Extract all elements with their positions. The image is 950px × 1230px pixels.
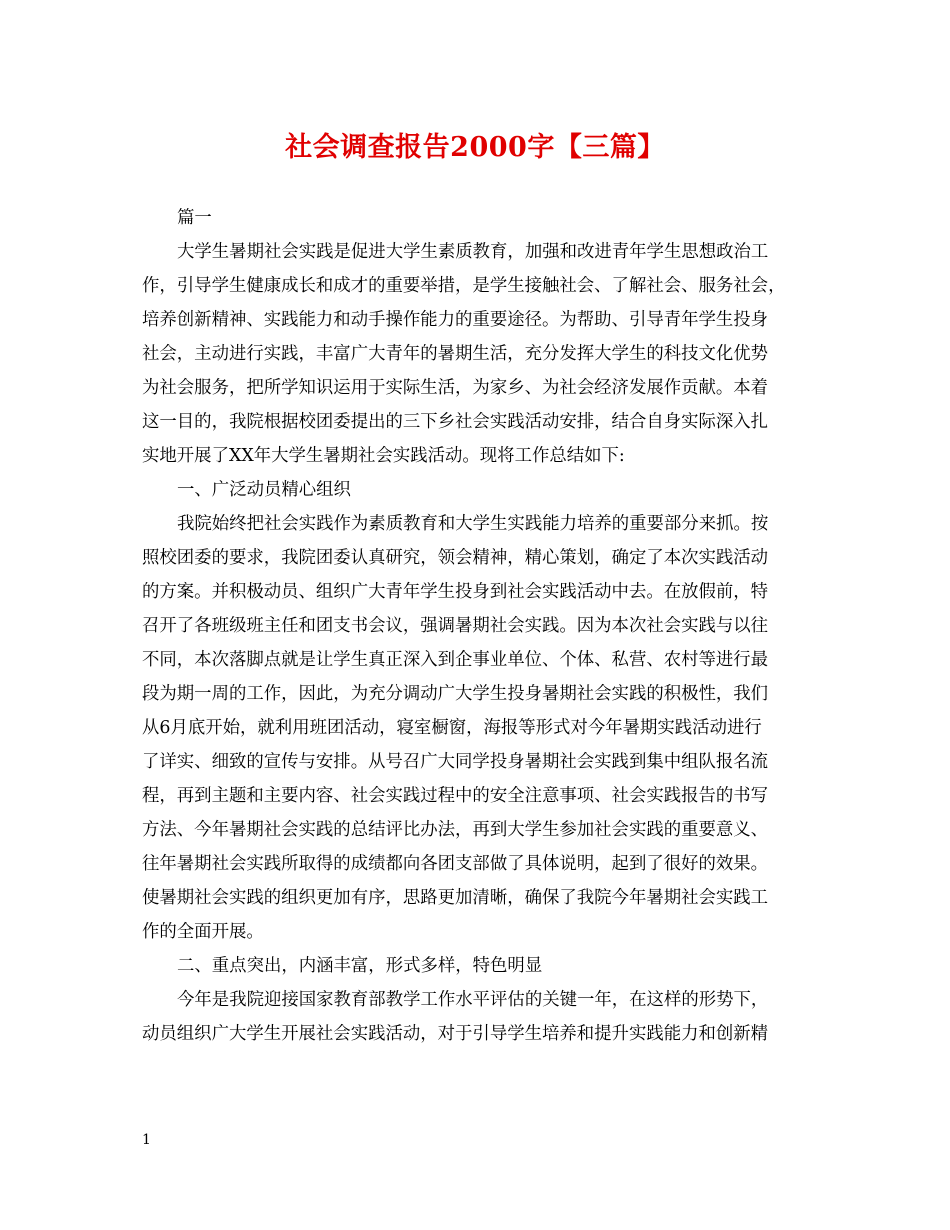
text-line: 往年暑期社会实践所取得的成绩都向各团支部做了具体说明，起到了很好的效果。 <box>142 854 769 874</box>
text-line: 这一目的，我院根据校团委提出的三下乡社会实践活动安排，结合自身实际深入扎 <box>142 412 769 432</box>
text-line: 为社会服务，把所学知识运用于实际生活，为家乡、为社会经济发展作贡献。本着 <box>142 378 769 398</box>
text-line: 作，引导学生健康成长和成才的重要举措，是学生接触社会、了解社会、服务社会， <box>142 276 786 296</box>
text-line: 社会，主动进行实践，丰富广大青年的暑期生活，充分发挥大学生的科技文化优势 <box>142 344 769 364</box>
text-line: 我院始终把社会实践作为素质教育和大学生实践能力培养的重要部分来抓。按 <box>177 514 769 534</box>
text-line: 今年是我院迎接国家教育部教学工作水平评估的关键一年，在这样的形势下， <box>177 990 769 1010</box>
text-line: 方法、今年暑期社会实践的总结评比办法，再到大学生参加社会实践的重要意义、 <box>142 820 769 840</box>
text-line: 使暑期社会实践的组织更加有序，思路更加清晰，确保了我院今年暑期社会实践工 <box>142 888 769 908</box>
text-line: 照校团委的要求，我院团委认真研究，领会精神，精心策划，确定了本次实践活动 <box>142 548 769 568</box>
document-title: 社会调查报告2000字【三篇】 <box>285 132 665 163</box>
text-line: 从6月底开始，就利用班团活动，寝室橱窗，海报等形式对今年暑期实践活动进行 <box>142 718 762 738</box>
text-line: 段为期一周的工作，因此，为充分调动广大学生投身暑期社会实践的积极性，我们 <box>142 684 769 704</box>
document-body <box>142 201 814 1051</box>
text-line: 篇一 <box>177 208 212 228</box>
text-line: 了详实、细致的宣传与安排。从号召广大同学投身暑期社会实践到集中组队报名流 <box>142 752 769 772</box>
text-line: 大学生暑期社会实践是促进大学生素质教育，加强和改进青年学生思想政治工 <box>177 242 769 262</box>
text-line: 培养创新精神、实践能力和动手操作能力的重要途径。为帮助、引导青年学生投身 <box>142 310 769 330</box>
text-line: 二、重点突出，内涵丰富，形式多样，特色明显 <box>177 956 543 976</box>
page-number: 1 <box>142 1132 151 1148</box>
text-line: 程，再到主题和主要内容、社会实践过程中的安全注意事项、社会实践报告的书写 <box>142 786 769 806</box>
text-line: 不同，本次落脚点就是让学生真正深入到企事业单位、个体、私营、农村等进行最 <box>142 650 769 670</box>
text-line: 召开了各班级班主任和团支书会议，强调暑期社会实践。因为本次社会实践与以往 <box>142 616 769 636</box>
text-line: 的方案。并积极动员、组织广大青年学生投身到社会实践活动中去。在放假前，特 <box>142 582 769 602</box>
text-line: 一、广泛动员精心组织 <box>177 480 351 500</box>
text-line: 作的全面开展。 <box>142 922 264 942</box>
text-line: 实地开展了XX年大学生暑期社会实践活动。现将工作总结如下: <box>142 446 625 466</box>
text-line: 动员组织广大学生开展社会实践活动，对于引导学生培养和提升实践能力和创新精 <box>142 1024 769 1044</box>
